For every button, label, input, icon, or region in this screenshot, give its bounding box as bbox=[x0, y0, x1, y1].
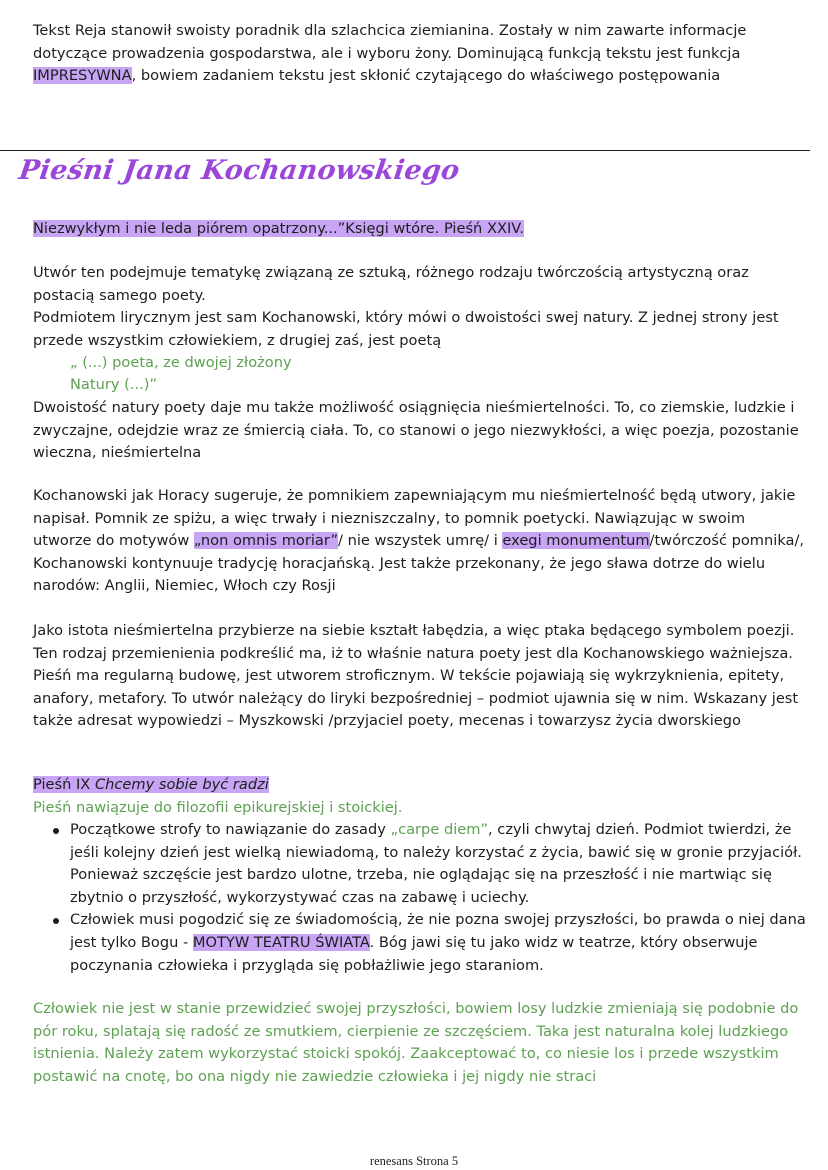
conclusion-paragraph: Człowiek nie jest w stanie przewidzieć swojej przyszłości, bowiem losy ludzkie zmieniają się podobnie do pór roku, splatają się radość ze smutkiem, cierpienie ze szczęściem. Taka jest naturalna kolej ludzkiego istnienia. Należy zatem wykorzystać stoicki spokój. Zaakceptować to, co niesie los i przede wszystkim postawić na cnotę, bo ona nigdy nie zawiedzie człowieka i jej nigdy nie straci bbox=[33, 1000, 799, 1085]
section-divider bbox=[0, 150, 810, 151]
quote-line-2: Natury (...)” bbox=[70, 376, 157, 393]
intro-line-3: , bowiem zadaniem tekstu jest skłonić czytającego do właściwego postępowania bbox=[131, 67, 721, 85]
list-item bbox=[33, 909, 808, 977]
song1-heading-text: Niezwykłym i nie leda piórem opatrzony...”Księgi wtóre. Pieśń XXIV. bbox=[33, 220, 524, 237]
section-title: Pieśni Jana Kochanowskiego bbox=[17, 155, 462, 186]
intro-paragraph bbox=[33, 20, 808, 88]
song1-paragraph-2: Podmiotem lirycznym jest sam Kochanowski, który mówi o dwoistości swej natury. Z jednej strony jest przede wszystkim człowiekiem, z drugiej zaś, jest poetą bbox=[33, 309, 779, 349]
p4-text-b: / nie wszystek umrę/ i bbox=[338, 532, 503, 550]
song2-heading-plain: Pieśń IX bbox=[33, 776, 95, 793]
song2-subtitle: Pieśń nawiązuje do filozofii epikurejskiej i stoickiej. bbox=[33, 799, 403, 816]
bullet1-text-a: Początkowe strofy to nawiązanie do zasady bbox=[70, 821, 391, 838]
song1-paragraph-5: Jako istota nieśmiertelna przybierze na siebie kształt łabędzia, a więc ptaka będącego symbolem poezji. Ten rodzaj przemienienia podkreślić ma, iż to właśnie natura poety jest dla Kochanowskiego ważniejsza. Pieśń ma regularną budowę, jest utworem stroficznym. W tekście pojawiają się wykrzyknienia, epitety, anafory, metafory. To utwór należący do liryki bezpośredniej – podmiot ujawnia się w nim. Wskazany jest także adresat wypowiedzi – Myszkowski /przyjaciel poety, mecenas i towarzysz życia dworskiego bbox=[33, 622, 799, 730]
song2-bullet-list bbox=[33, 819, 808, 977]
exegi-monumentum-highlight: exegi monumentum bbox=[502, 532, 650, 550]
song2-heading-italic: Chcemy sobie być radzi bbox=[94, 776, 269, 793]
intro-line-1: Tekst Reja stanowił swoisty poradnik dla szlachcica ziemianina. Zostały w nim zawarte informacje bbox=[33, 22, 747, 39]
bullet2-text-a: Człowiek musi pogodzić się ze świadomością, że nie pozna swojej przyszłości, bo prawda o niej dana jest tylko Bogu - bbox=[70, 911, 806, 951]
quote-line-1: „ (...) poeta, ze dwojej złożony bbox=[70, 354, 292, 371]
p4-text-a: Kochanowski jak Horacy sugeruje, że pomnikiem zapewniającym mu nieśmiertelność będą utwory, jakie napisał. Pomnik ze spiżu, a więc trwały i niezniszczalny, to pomnik poetycki. Nawiązując w swoim utworze do motywów bbox=[33, 487, 796, 550]
carpe-diem-text: „carpe diem” bbox=[390, 821, 489, 838]
page-footer: renesans Strona 5 bbox=[369, 1154, 459, 1168]
song1-paragraph-4 bbox=[33, 485, 808, 598]
motyw-teatru-highlight: MOTYW TEATRU ŚWIATA bbox=[192, 933, 370, 951]
song1-paragraph-1: Utwór ten podejmuje tematykę związaną ze sztuką, różnego rodzaju twórczością artystyczną oraz postacią samego poety. bbox=[33, 264, 749, 304]
song2-heading-highlight bbox=[33, 776, 269, 793]
bullet1-text-b: , czyli chwytaj dzień. Podmiot twierdzi, że jeśli kolejny dzień jest wielką niewiadomą, to należy korzystać z życia, bawić się w gronie przyjaciół. Ponieważ szczęście jest bardzo ulotne, trzeba, nie oglądając się na przeszłość i nie martwiąc się zbytnio o przyszłość, wykorzystywać czas na zabawę i uciechy. bbox=[70, 821, 802, 906]
non-omnis-moriar-highlight: „non omnis moriar” bbox=[193, 532, 339, 550]
p4-text-c: /twórczość pomnika/, Kochanowski kontynuuje tradycję horacjańską. Jest także przekonany, że jego sława dotrze do wielu narodów: Anglii, Niemiec, Włoch czy Rosji bbox=[33, 532, 805, 595]
song1-paragraph-3: Dwoistość natury poety daje mu także możliwość osiągnięcia nieśmiertelności. To, co ziemskie, ludzkie i zwyczajne, odejdzie wraz ze śmiercią ciała. To, co stanowi o jego niezwykłości, a więc poezja, pozostanie wieczna, nieśmiertelna bbox=[33, 399, 799, 462]
song2-heading bbox=[33, 774, 808, 797]
list-item bbox=[33, 819, 808, 909]
impresywna-highlight: IMPRESYWNA bbox=[33, 67, 132, 85]
bullet-icon bbox=[53, 828, 59, 834]
bullet-icon bbox=[53, 918, 59, 924]
bullet2-text-b: . Bóg jawi się tu jako widz w teatrze, który obserwuje poczynania człowieka i przygląda się pobłażliwie jego staraniom. bbox=[70, 933, 758, 974]
intro-line-2: dotyczące prowadzenia gospodarstwa, ale i wyboru żony. Dominującą funkcją tekstu jest funkcja bbox=[33, 44, 741, 62]
song1-heading bbox=[33, 218, 808, 241]
